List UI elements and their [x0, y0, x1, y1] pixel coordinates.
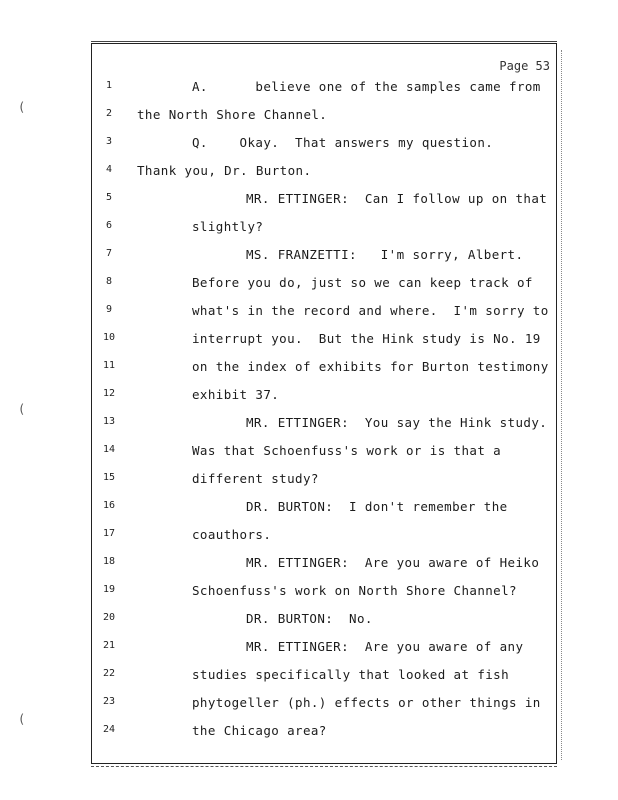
line-number: 15 [102, 472, 116, 483]
transcript-line: slightly? [192, 219, 264, 234]
transcript-line: A. believe one of the samples came from [192, 79, 541, 94]
line-number: 4 [105, 164, 113, 175]
binding-hole-mark: ( [18, 402, 26, 416]
line-number: 2 [105, 108, 113, 119]
line-number: 10 [102, 332, 116, 343]
transcript-line: MR. ETTINGER: Are you aware of Heiko [246, 555, 540, 570]
line-number: 24 [102, 724, 116, 735]
line-number: 6 [105, 220, 113, 231]
line-number: 17 [102, 528, 116, 539]
line-number: 16 [102, 500, 116, 511]
line-number: 21 [102, 640, 116, 651]
transcript-line: what's in the record and where. I'm sorry to [192, 303, 549, 318]
line-number: 8 [105, 276, 113, 287]
transcript-line: MS. FRANZETTI: I'm sorry, Albert. [246, 247, 524, 262]
transcript-line: Before you do, just so we can keep track of [192, 275, 533, 290]
line-number: 19 [102, 584, 116, 595]
line-number: 18 [102, 556, 116, 567]
line-number: 9 [105, 304, 113, 315]
line-number: 22 [102, 668, 116, 679]
line-number: 12 [102, 388, 116, 399]
transcript-line: MR. ETTINGER: Can I follow up on that [246, 191, 548, 206]
top-rule [91, 41, 557, 42]
line-number: 7 [105, 248, 113, 259]
transcript-line: exhibit 37. [192, 387, 280, 402]
transcript-line: different study? [192, 471, 319, 486]
transcript-line: phytogeller (ph.) effects or other things in [192, 695, 541, 710]
transcript-page-frame [91, 43, 557, 764]
line-number: 1 [105, 80, 113, 91]
transcript-line: the North Shore Channel. [137, 107, 328, 122]
transcript-line: MR. ETTINGER: You say the Hink study. [246, 415, 548, 430]
line-number: 5 [105, 192, 113, 203]
transcript-line: Thank you, Dr. Burton. [137, 163, 312, 178]
line-number: 13 [102, 416, 116, 427]
transcript-line: DR. BURTON: I don't remember the [246, 499, 508, 514]
page-number: Page 53 [499, 59, 550, 73]
right-margin-rule [561, 50, 563, 760]
line-number: 3 [105, 136, 113, 147]
line-number: 20 [102, 612, 116, 623]
line-number: 23 [102, 696, 116, 707]
bottom-rule [91, 766, 557, 768]
transcript-line: Schoenfuss's work on North Shore Channel? [192, 583, 517, 598]
transcript-line: the Chicago area? [192, 723, 327, 738]
line-number: 11 [102, 360, 116, 371]
transcript-line: DR. BURTON: No. [246, 611, 373, 626]
transcript-line: Was that Schoenfuss's work or is that a [192, 443, 502, 458]
transcript-line: Q. Okay. That answers my question. [192, 135, 494, 150]
transcript-line: coauthors. [192, 527, 272, 542]
transcript-line: interrupt you. But the Hink study is No. 19 [192, 331, 541, 346]
binding-hole-mark: ( [18, 100, 26, 114]
transcript-line: MR. ETTINGER: Are you aware of any [246, 639, 524, 654]
binding-hole-mark: ( [18, 712, 26, 726]
transcript-line: studies specifically that looked at fish [192, 667, 510, 682]
line-number: 14 [102, 444, 116, 455]
transcript-line: on the index of exhibits for Burton testimony [192, 359, 549, 374]
